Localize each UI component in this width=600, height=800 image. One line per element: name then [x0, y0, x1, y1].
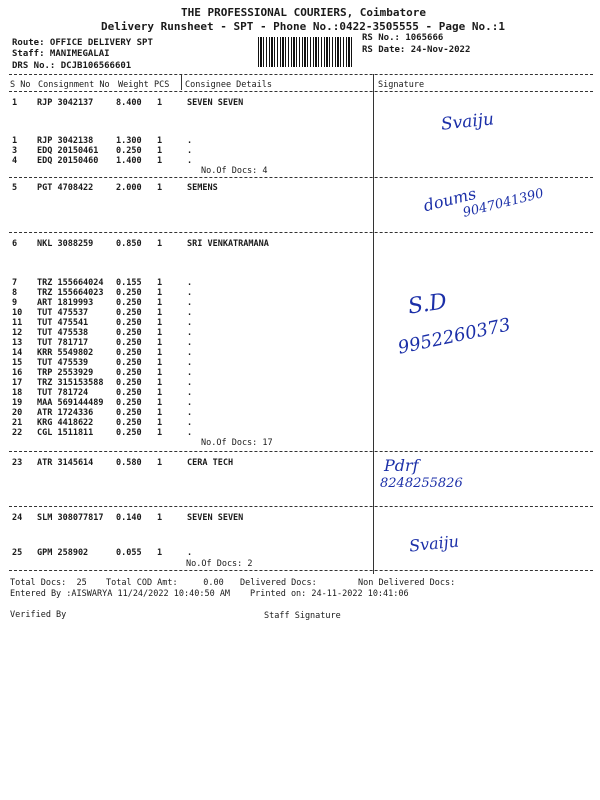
- handwritten-signature: Svaiju: [440, 109, 495, 135]
- handwritten-phone: 9952260373: [396, 314, 513, 359]
- staff-signature: Staff Signature: [264, 611, 341, 621]
- verified-by: Verified By: [10, 610, 67, 620]
- table-row: 14 KRR 5549802 0.250 1 .: [12, 348, 193, 358]
- table-header: [0, 80, 600, 90]
- table-row: 20 ATR 1724336 0.250 1 .: [12, 408, 193, 418]
- table-row: 18 TUT 781724 0.250 1 .: [12, 388, 193, 398]
- staff-label: Staff: MANIMEGALAI: [12, 49, 110, 59]
- table-row: 3 EDQ 20150461 0.250 1 .: [12, 146, 193, 156]
- handwritten-signature: Svaiju: [408, 531, 460, 556]
- table-row: 23 ATR 3145614 0.580 1 CERA TECH: [12, 458, 234, 468]
- table-row: 10 TUT 475537 0.250 1 .: [12, 308, 193, 318]
- table-row: 4 EDQ 20150460 1.400 1 .: [12, 156, 193, 166]
- group-rule: [9, 232, 593, 233]
- col-weight: Weight: [118, 80, 149, 90]
- handwritten-signature: Pdrf: [384, 456, 419, 475]
- table-row: 17 TRZ 315153588 0.250 1 .: [12, 378, 193, 388]
- table-row: 19 MAA 569144489 0.250 1 .: [12, 398, 193, 408]
- table-row: 24 SLM 308077817 0.140 1 SEVEN SEVEN: [12, 513, 244, 523]
- table-bottom-rule: [9, 570, 593, 571]
- header-top-rule: [9, 74, 593, 75]
- total-cod: Total COD Amt: 0.00: [106, 578, 224, 588]
- printed-on: Printed on: 24-11-2022 10:41:06: [250, 589, 409, 599]
- table-row: 16 TRP 2553929 0.250 1 .: [12, 368, 193, 378]
- drs-number: DRS No.: DCJB106566601: [12, 61, 132, 71]
- table-row: 15 TUT 475539 0.250 1 .: [12, 358, 193, 368]
- total-docs: Total Docs: 25: [10, 578, 87, 588]
- table-row: 1 RJP 3042137 8.400 1 SEVEN SEVEN: [12, 98, 244, 108]
- header-bottom-rule: [9, 91, 593, 92]
- table-row: 13 TUT 781717 0.250 1 .: [12, 338, 193, 348]
- table-row: 1 RJP 3042138 1.300 1 .: [12, 136, 193, 146]
- company-name: THE PROFESSIONAL COURIERS, Coimbatore: [181, 6, 427, 19]
- route-label: Route: OFFICE DELIVERY SPT: [12, 38, 153, 48]
- non-delivered-docs: Non Delivered Docs:: [358, 578, 456, 588]
- table-row: 22 CGL 1511811 0.250 1 .: [12, 428, 193, 438]
- group-rule: [9, 451, 593, 452]
- table-row: 21 KRG 4418622 0.250 1 .: [12, 418, 193, 428]
- barcode-image: [258, 37, 354, 67]
- rs-date: RS Date: 24-Nov-2022: [362, 45, 471, 55]
- delivered-docs: Delivered Docs:: [240, 578, 317, 588]
- rs-number: RS No.: 1065666: [362, 33, 444, 43]
- col-signature: Signature: [378, 80, 425, 90]
- table-row: 5 PGT 4708422 2.000 1 SEMENS: [12, 183, 218, 193]
- col-consignment: Consignment No: [38, 80, 110, 90]
- runsheet-title: Delivery Runsheet - SPT - Phone No.:0422-3505555 - Page No.:1: [101, 20, 505, 33]
- col-consignee: Consignee Details: [185, 80, 272, 90]
- handwritten-phone: 8248255826: [380, 476, 463, 491]
- group-doc-count: No.Of Docs: 2: [186, 559, 253, 569]
- group-doc-count: No.Of Docs: 17: [201, 438, 273, 448]
- handwritten-phone: 9047041390: [461, 186, 546, 221]
- group-doc-count: No.Of Docs: 4: [201, 166, 268, 176]
- handwritten-signature: doums: [421, 183, 479, 216]
- table-row: 11 TUT 475541 0.250 1 .: [12, 318, 193, 328]
- table-row: 12 TUT 475538 0.250 1 .: [12, 328, 193, 338]
- table-row: 8 TRZ 155664023 0.250 1 .: [12, 288, 193, 298]
- table-row: 7 TRZ 155664024 0.155 1 .: [12, 278, 193, 288]
- col-pcs: PCS: [154, 80, 170, 90]
- table-row: 9 ART 1819993 0.250 1 .: [12, 298, 193, 308]
- entered-by: Entered By :AISWARYA 11/24/2022 10:40:50 AM: [10, 589, 231, 599]
- group-rule: [9, 506, 593, 507]
- group-rule: [9, 177, 593, 178]
- handwritten-signature: S.D: [406, 289, 449, 320]
- table-row: 6 NKL 3088259 0.850 1 SRI VENKATRAMANA: [12, 239, 269, 249]
- table-row: 25 GPM 258902 0.055 1 .: [12, 548, 193, 558]
- col-sno: S No: [10, 80, 31, 90]
